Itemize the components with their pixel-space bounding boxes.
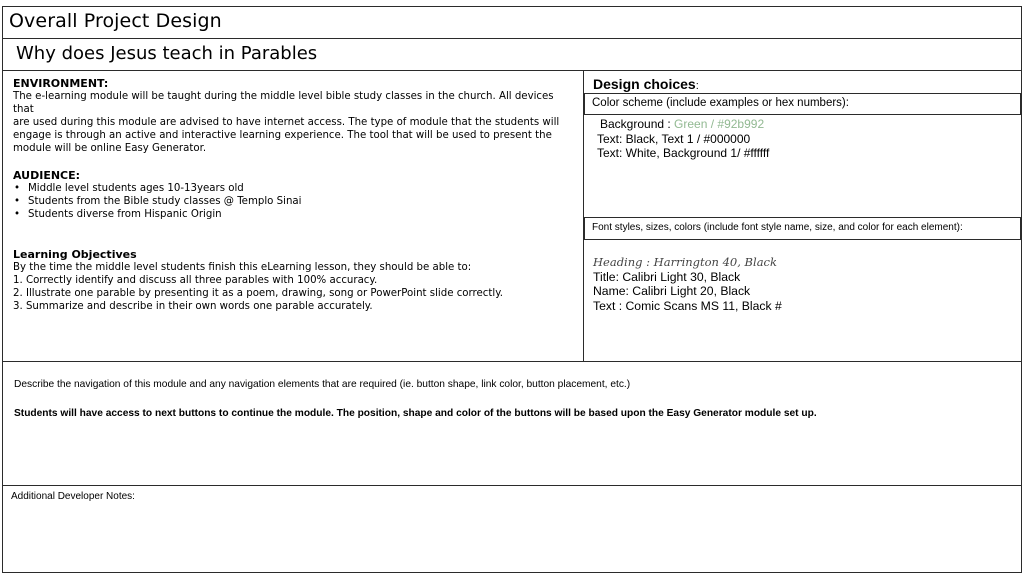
font-name-line: Name: Calibri Light 20, Black	[593, 284, 751, 298]
environment-heading: ENVIRONMENT:	[13, 77, 109, 90]
environment-line: engage is through an active and interactive learning experience. The tool that will be used to present the	[13, 130, 552, 142]
environment-line: The e-learning module will be taught during the middle level bible study classes in the church. All devices that	[13, 91, 554, 116]
divider-title	[2, 38, 1022, 39]
design-choices-heading	[593, 76, 699, 92]
background-prefix: Background :	[600, 117, 675, 131]
objectives-heading: Learning Objectives	[13, 247, 137, 261]
list-item: • Middle level students ages 10-13years old	[13, 182, 575, 195]
list-item: • Students from the Bible study classes @ Templo Sinai	[13, 195, 575, 208]
font-styles-label: Font styles, sizes, colors (include font style name, size, and color for each element):	[592, 222, 963, 233]
environment-line: are used during this module are advised to have internet access. The type of module that the students will	[13, 117, 560, 129]
font-heading-line: Heading : Harrington 40, Black	[593, 255, 777, 269]
audience-heading: AUDIENCE:	[13, 168, 81, 182]
divider-navigation	[2, 485, 1022, 486]
objectives-line: 1. Correctly identify and discuss all three parables with 100% accuracy.	[13, 275, 378, 287]
text-color-line: Text: White, Background 1/ #ffffff	[597, 146, 770, 160]
left-column	[13, 77, 575, 313]
background-value: Green / #92b992	[674, 117, 765, 131]
page-subtitle: Why does Jesus teach in Parables	[16, 43, 318, 64]
navigation-answer: Students will have access to next buttons to continue the module. The position, shape and color of the buttons will be based upon the Easy Generator module set up.	[14, 408, 817, 419]
background-color-line	[597, 117, 769, 132]
divider-subtitle	[2, 70, 1022, 71]
color-scheme-label: Color scheme (include examples or hex numbers):	[592, 97, 849, 109]
objectives-line: 2. Illustrate one parable by presenting it as a poem, drawing, song or PowerPoint slide correctly.	[13, 288, 504, 300]
text-color-line: Text: Black, Text 1 / #000000	[597, 131, 751, 146]
font-title-line: Title: Calibri Light 30, Black	[593, 269, 741, 284]
design-choices-title: Design choices	[593, 76, 696, 92]
list-item: • Students diverse from Hispanic Origin	[13, 208, 575, 221]
design-choices-colon: :	[695, 80, 699, 92]
objectives-line: By the time the middle level students finish this eLearning lesson, they should be able to:	[13, 262, 472, 274]
font-text-line: Text : Comic Scans MS 11, Black #	[593, 298, 782, 313]
divider-content	[2, 361, 1022, 362]
navigation-description: Describe the navigation of this module and any navigation elements that are required (ie. button shape, link color, button placement, etc.)	[14, 379, 631, 390]
environment-line: module will be online Easy Generator.	[13, 143, 207, 155]
developer-notes-label: Additional Developer Notes:	[11, 491, 135, 502]
objectives-line: 3. Summarize and describe in their own words one parable accurately.	[13, 301, 373, 313]
audience-list	[13, 182, 575, 221]
page-title: Overall Project Design	[9, 10, 222, 32]
color-values	[597, 117, 769, 161]
font-values	[593, 255, 782, 313]
